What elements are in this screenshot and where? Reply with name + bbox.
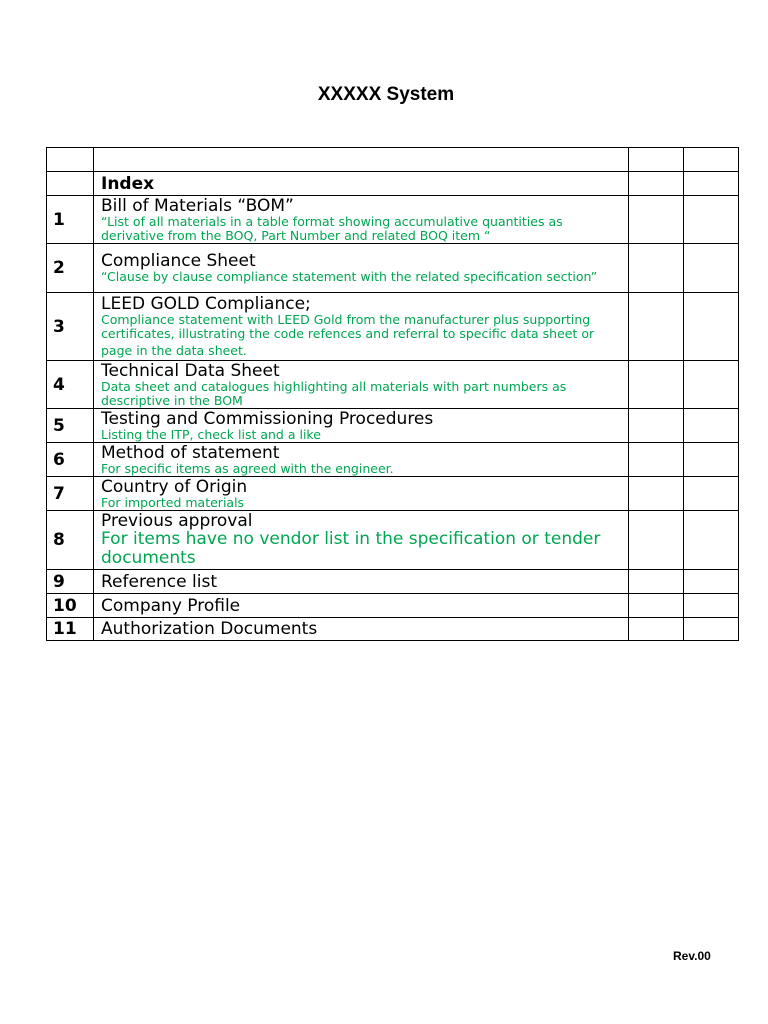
table-row	[47, 477, 739, 511]
empty-cell	[629, 618, 684, 641]
empty-cell	[684, 148, 739, 172]
empty-cell	[684, 361, 739, 409]
row-number: 5	[47, 409, 94, 443]
index-header: Index	[101, 173, 155, 194]
item-description: “Clause by clause compliance statement with the related specification section”	[101, 269, 598, 284]
empty-cell	[684, 511, 739, 570]
item-title: LEED GOLD Compliance;	[101, 294, 311, 314]
item-title: Method of statement	[101, 442, 280, 463]
row-content	[94, 409, 629, 443]
empty-cell	[47, 148, 94, 172]
empty-cell	[684, 477, 739, 511]
item-description: For imported materials	[101, 494, 245, 510]
item-title: Testing and Commissioning Procedures	[101, 408, 434, 429]
empty-cell	[94, 148, 629, 172]
empty-cell	[629, 594, 684, 618]
empty-cell	[684, 570, 739, 594]
empty-cell	[684, 618, 739, 641]
item-title: Authorization Documents	[101, 619, 318, 639]
row-content	[94, 244, 629, 293]
empty-cell	[684, 172, 739, 196]
empty-cell	[684, 293, 739, 361]
item-description-continued: page in the data sheet.	[101, 343, 247, 358]
empty-cell	[684, 196, 739, 244]
table-row	[47, 570, 739, 594]
empty-cell	[629, 361, 684, 409]
row-number: 1	[47, 196, 94, 244]
table-row	[47, 618, 739, 641]
empty-cell	[629, 443, 684, 477]
empty-cell	[629, 196, 684, 244]
empty-cell	[684, 409, 739, 443]
revision-label: Rev.00	[673, 949, 711, 963]
index-table	[46, 147, 739, 641]
empty-cell	[629, 570, 684, 594]
item-description: Listing the ITP, check list and a like	[101, 426, 321, 442]
row-number: 3	[47, 293, 94, 361]
empty-cell	[684, 244, 739, 293]
item-title: Technical Data Sheet	[101, 360, 280, 381]
row-number: 11	[47, 618, 94, 641]
row-number: 7	[47, 477, 94, 511]
item-title: Company Profile	[101, 595, 241, 616]
item-title: Reference list	[101, 571, 217, 592]
empty-cell	[629, 244, 684, 293]
table-row	[47, 409, 739, 443]
row-number: 10	[47, 594, 94, 618]
document-title: XXXXX System	[317, 84, 455, 105]
row-content	[94, 361, 629, 409]
table-row	[47, 443, 739, 477]
table-row	[47, 594, 739, 618]
empty-cell	[684, 443, 739, 477]
table-row	[47, 196, 739, 244]
row-content	[94, 293, 629, 361]
row-content	[94, 618, 629, 641]
empty-cell	[629, 511, 684, 570]
table-row	[47, 511, 739, 570]
row-content	[94, 477, 629, 511]
item-description: Data sheet and catalogues highlighting all materials with part numbers as descriptive in the BOM	[101, 378, 567, 408]
row-number: 4	[47, 361, 94, 409]
row-content	[94, 196, 629, 244]
item-title: Bill of Materials “BOM”	[101, 195, 294, 216]
row-content	[94, 570, 629, 594]
item-title: Compliance Sheet	[101, 251, 256, 271]
table-row	[47, 244, 739, 293]
table-empty-row	[47, 148, 739, 172]
item-description-text: Compliance statement with LEED Gold from the manufacturer plus supporting certificates, illustrating the code refences and referral to specific data sheet or	[101, 312, 595, 341]
row-number: 6	[47, 443, 94, 477]
empty-cell	[629, 172, 684, 196]
item-description: For specific items as agreed with the engineer.	[101, 460, 394, 476]
row-number: 8	[47, 511, 94, 570]
empty-cell	[47, 172, 94, 196]
row-number: 2	[47, 244, 94, 293]
item-title: Previous approval	[101, 511, 253, 531]
table-row	[47, 293, 739, 361]
item-description	[101, 313, 624, 358]
empty-cell	[629, 477, 684, 511]
row-number: 9	[47, 570, 94, 594]
row-content	[94, 511, 629, 570]
empty-cell	[629, 409, 684, 443]
empty-cell	[684, 594, 739, 618]
item-description: “List of all materials in a table format showing accumulative quantities as derivative from the BOQ, Part Number and related BOQ item “	[101, 213, 563, 243]
index-header-cell	[94, 172, 629, 196]
empty-cell	[629, 293, 684, 361]
table-header-row	[47, 172, 739, 196]
row-content	[94, 443, 629, 477]
item-title: Country of Origin	[101, 476, 248, 497]
item-description: For items have no vendor list in the specification or tender documents	[101, 529, 601, 568]
row-content	[94, 594, 629, 618]
table-row	[47, 361, 739, 409]
empty-cell	[629, 148, 684, 172]
